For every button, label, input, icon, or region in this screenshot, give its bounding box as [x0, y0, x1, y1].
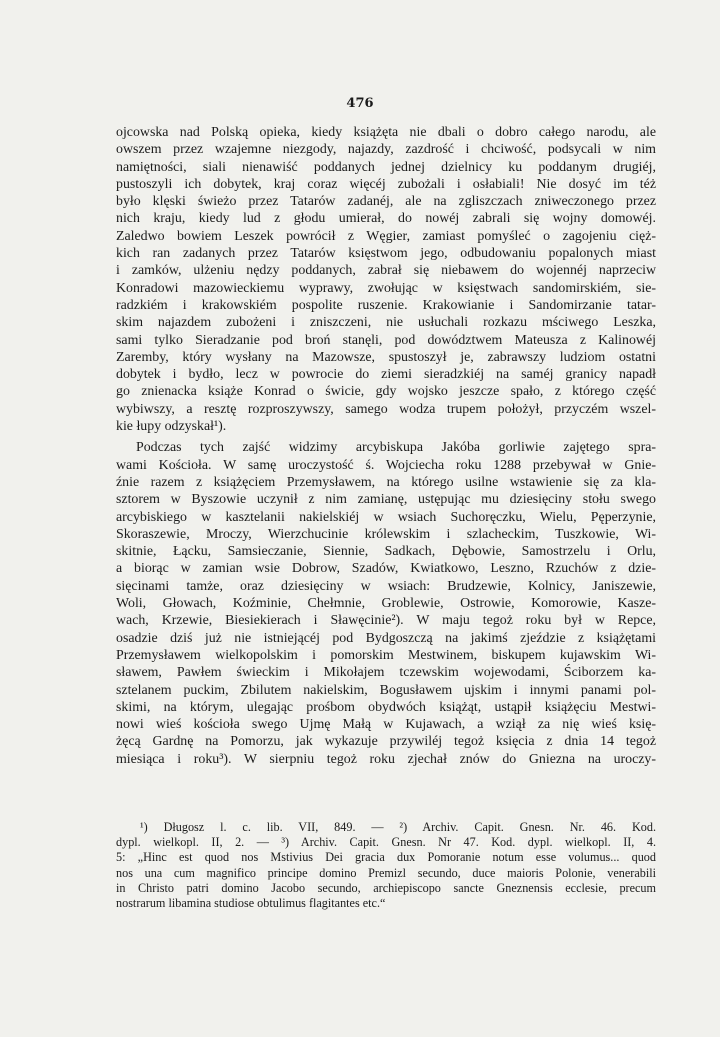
- page-number: 476: [346, 96, 374, 111]
- footnote-line: nos una cum magnifico principe domino Premizl secundo, duce maioris Polonie, venerabili: [116, 865, 656, 880]
- body-line: kich ran zadanych przez Tatarów księstwom jego, odbudowaniu popalonych miast: [116, 246, 656, 262]
- footnote-line: 5: „Hinc est quod nos Mstivius Dei gracia dux Pomoranie notum esse volumus... quod: [116, 850, 656, 865]
- body-line: wybiwszy, a resztę rozproszywszy, samego wodza trupem położył, przyczém wszel-: [116, 401, 656, 417]
- body-line: Woli, Głowach, Koźminie, Chełmnie, Groblewie, Ostrowie, Komorowie, Kasze-: [116, 596, 656, 612]
- body-line: miesiąca i roku³). W sierpniu tegoż roku zjechał znów do Gniezna na uroczy-: [116, 751, 656, 767]
- body-line: osadzie dziś już nie istniejącéj pod Bydgoszczą na jakimś zjeździe z książętami: [116, 630, 656, 646]
- footnote-line: dypl. wielkopl. II, 2. — ³) Archiv. Capit. Gnesn. Nr 47. Kod. dypl. wielkopl. II, 4.: [116, 835, 656, 850]
- body-line: wach, Krzewie, Biesiekierach i Sławęcinie²). W maju tegoż roku był w Repce,: [116, 613, 656, 629]
- body-line: arcybiskiego w kasztelanii nakielskiéj w wsiach Suchoręczku, Wielu, Pęperzynie,: [116, 509, 656, 525]
- footnote-line: nostrarum libamina studiose obtulimus flagitantes etc.“: [116, 895, 386, 910]
- body-line: pustoszyli ich dobytek, kraj coraz więcéj zubożali i osłabiali! Nie dosyć im téż: [116, 176, 656, 192]
- body-line: skim najazdem zubożeni i zniszczeni, nie usłuchali rozkazu mściwego Leszka,: [116, 315, 656, 331]
- body-line: sztelanem puckim, Zbilutem nakielskim, Bogusławem ujskim i innymi panami pol-: [116, 682, 656, 698]
- body-line: żęcą Gardnę na Pomorzu, jak wykazuje przywiléj tegoż księcia z dnia 14 tegoż: [116, 734, 656, 750]
- body-line: było klęski świeżo przez Tatarów zadanéj, ale na zgliszczach zniweczonego przez: [116, 194, 656, 210]
- body-line: namiętności, siali nienawiść poddanych jednej dzielnicy ku poddanym drugiéj,: [116, 159, 656, 175]
- body-line: kie łupy odzyskał¹).: [116, 419, 227, 435]
- body-line: sięcinami tamże, oraz dziesięciny w wsiach: Brudzewie, Kolnicy, Janiszewie,: [116, 578, 656, 594]
- body-line: Zaremby, który wysłany na Mazowsze, spustoszył je, zabrawszy ludziom ostatni: [116, 349, 656, 365]
- body-line: Zaledwo bowiem Leszek powrócił z Węgier, zamiast pomyśleć o zagojeniu cięż-: [116, 228, 656, 244]
- body-line: nich kraju, kiedy lud z głodu umierał, do nowéj zabrali się wojny domowéj.: [116, 211, 656, 227]
- footnote-line: in Christo patri domino Jacobo secundo, archiepiscopo sancte Gneznensis ecclesie, precum: [116, 880, 656, 895]
- body-line: sztorem w Byszowie uczynił z nim zamianę, ustępując mu dziesięciny stołu swego: [116, 492, 656, 508]
- body-line: ojcowska nad Polską opieka, kiedy książęta nie dbali o dobro całego narodu, ale: [116, 125, 656, 140]
- body-line: dobytek i bydło, lecz w powrocie do ziemi sieradzkiéj na saméj granicy napadł: [116, 367, 656, 383]
- body-line: Podczas tych zajść widzimy arcybiskupa Jakóba gorliwie zajętego spra-: [136, 440, 656, 456]
- body-text: [116, 124, 656, 768]
- body-line: skitnie, Łącku, Samsieczanie, Siennie, Sadkach, Dębowie, Samostrzelu i Orlu,: [116, 544, 656, 560]
- body-line: źnie razem z książęciem Przemysławem, na którego usilne wstawienie się za kla-: [116, 474, 656, 490]
- body-line: Skoraszewie, Mroczy, Wierzchucinie królewskim i szlacheckim, Tuszkowie, Wi-: [116, 526, 656, 542]
- footnotes: [116, 820, 656, 911]
- body-line: go znienacka książe Konrad o świcie, gdy wojsko jeszcze spało, z którego część: [116, 384, 656, 400]
- body-line: nowi wieś kościoła swego Ujmę Małą w Kujawach, a wziął za nię wieś księ-: [116, 717, 656, 733]
- body-line: a biorąc w zamian wsie Dobrow, Szadów, Kwiatkowo, Leszno, Rzuchów z dzie-: [116, 561, 656, 577]
- body-line: i zamków, ulżeniu nędzy poddanych, zabrał się niebawem do wojennéj naprzeciw: [116, 263, 656, 279]
- body-line: sami tylko Sieradzanie pod broń stanęli, pod dowództwem Mateusza z Kalinowéj: [116, 332, 656, 348]
- body-line: Przemysławem wielkopolskim i pomorskim Mestwinem, biskupem kujawskim Wi-: [116, 647, 656, 663]
- footnote-line: ¹) Długosz l. c. lib. VII, 849. — ²) Archiv. Capit. Gnesn. Nr. 46. Kod.: [140, 820, 656, 834]
- body-line: sławem, Pawłem świeckim i Mikołajem tczewskim wojewodami, Ściborzem ka-: [116, 665, 656, 681]
- body-line: wami Kościoła. W samę uroczystość ś. Wojciecha roku 1288 przebywał w Gnie-: [116, 457, 656, 473]
- body-line: radzkiém i krakowskiém pospolite ruszenie. Krakowianie i Sandomirzanie tatar-: [116, 297, 656, 313]
- body-line: Konradowi mazowieckiemu wyprawy, zwołując w księstwach sandomirskiém, sie-: [116, 280, 656, 296]
- body-line: skimi, na którym, ulegając prośbom obydwóch książąt, ustąpił książęciu Mestwi-: [116, 699, 656, 715]
- body-line: owszem przez wzajemne niezgody, najazdy, zazdrość i chciwość, podsycali w nim: [116, 142, 656, 158]
